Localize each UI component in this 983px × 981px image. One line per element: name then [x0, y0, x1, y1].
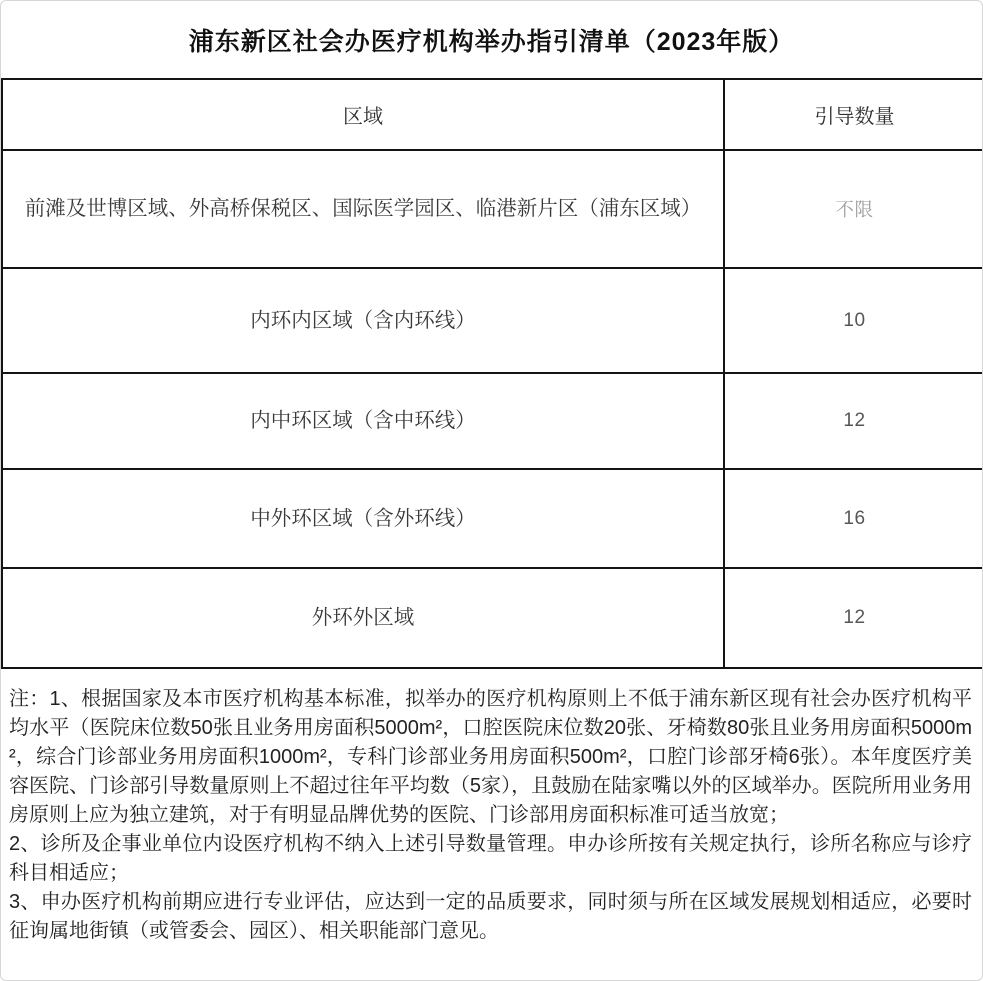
table-row [2, 469, 983, 568]
quantity-cell: 12 [724, 568, 983, 668]
region-cell: 外环外区域 [2, 568, 724, 668]
table-row [2, 568, 983, 668]
table-row [2, 150, 983, 268]
table-row [2, 268, 983, 373]
region-cell: 内环内区域（含内环线） [2, 268, 724, 373]
note-item: 注：1、根据国家及本市医疗机构基本标准，拟举办的医疗机构原则上不低于浦东新区现有社会办医疗机构平均水平（医院床位数50张且业务用房面积5000m²，口腔医院床位数20张、牙椅数80张且业务用房面积5000m²，综合门诊部业务用房面积1000m²，专科门诊部业务用房面积500m²，口腔门诊部牙椅6张）。本年度医疗美容医院、门诊部引导数量原则上不超过往年平均数（5家），且鼓励在陆家嘴以外的区域举办。医院所用业务用房原则上应为独立建筑，对于有明显品牌优势的医院、门诊部用房面积标准可适当放宽； [9, 688, 972, 826]
notes-section [1, 669, 982, 946]
quantity-cell: 不限 [724, 150, 983, 268]
region-cell: 中外环区域（含外环线） [2, 469, 724, 568]
region-cell: 前滩及世博区域、外高桥保税区、国际医学园区、临港新片区（浦东区域） [2, 150, 724, 268]
note-item: 2、诊所及企事业单位内设医疗机构不纳入上述引导数量管理。申办诊所按有关规定执行，诊所名称应与诊疗科目相适应； [9, 833, 972, 884]
column-header-quantity: 引导数量 [724, 79, 983, 150]
region-cell: 内中环区域（含中环线） [2, 373, 724, 469]
table-row [2, 373, 983, 469]
table-header-row [2, 79, 983, 150]
guidance-table [1, 78, 983, 669]
page-title: 浦东新区社会办医疗机构举办指引清单（2023年版） [188, 27, 795, 56]
quantity-cell: 16 [724, 469, 983, 568]
note-item: 3、申办医疗机构前期应进行专业评估，应达到一定的品质要求，同时须与所在区域发展规划相适应，必要时征询属地街镇（或管委会、园区）、相关职能部门意见。 [9, 891, 972, 942]
quantity-cell: 10 [724, 268, 983, 373]
column-header-region: 区域 [2, 79, 724, 150]
quantity-cell: 12 [724, 373, 983, 469]
